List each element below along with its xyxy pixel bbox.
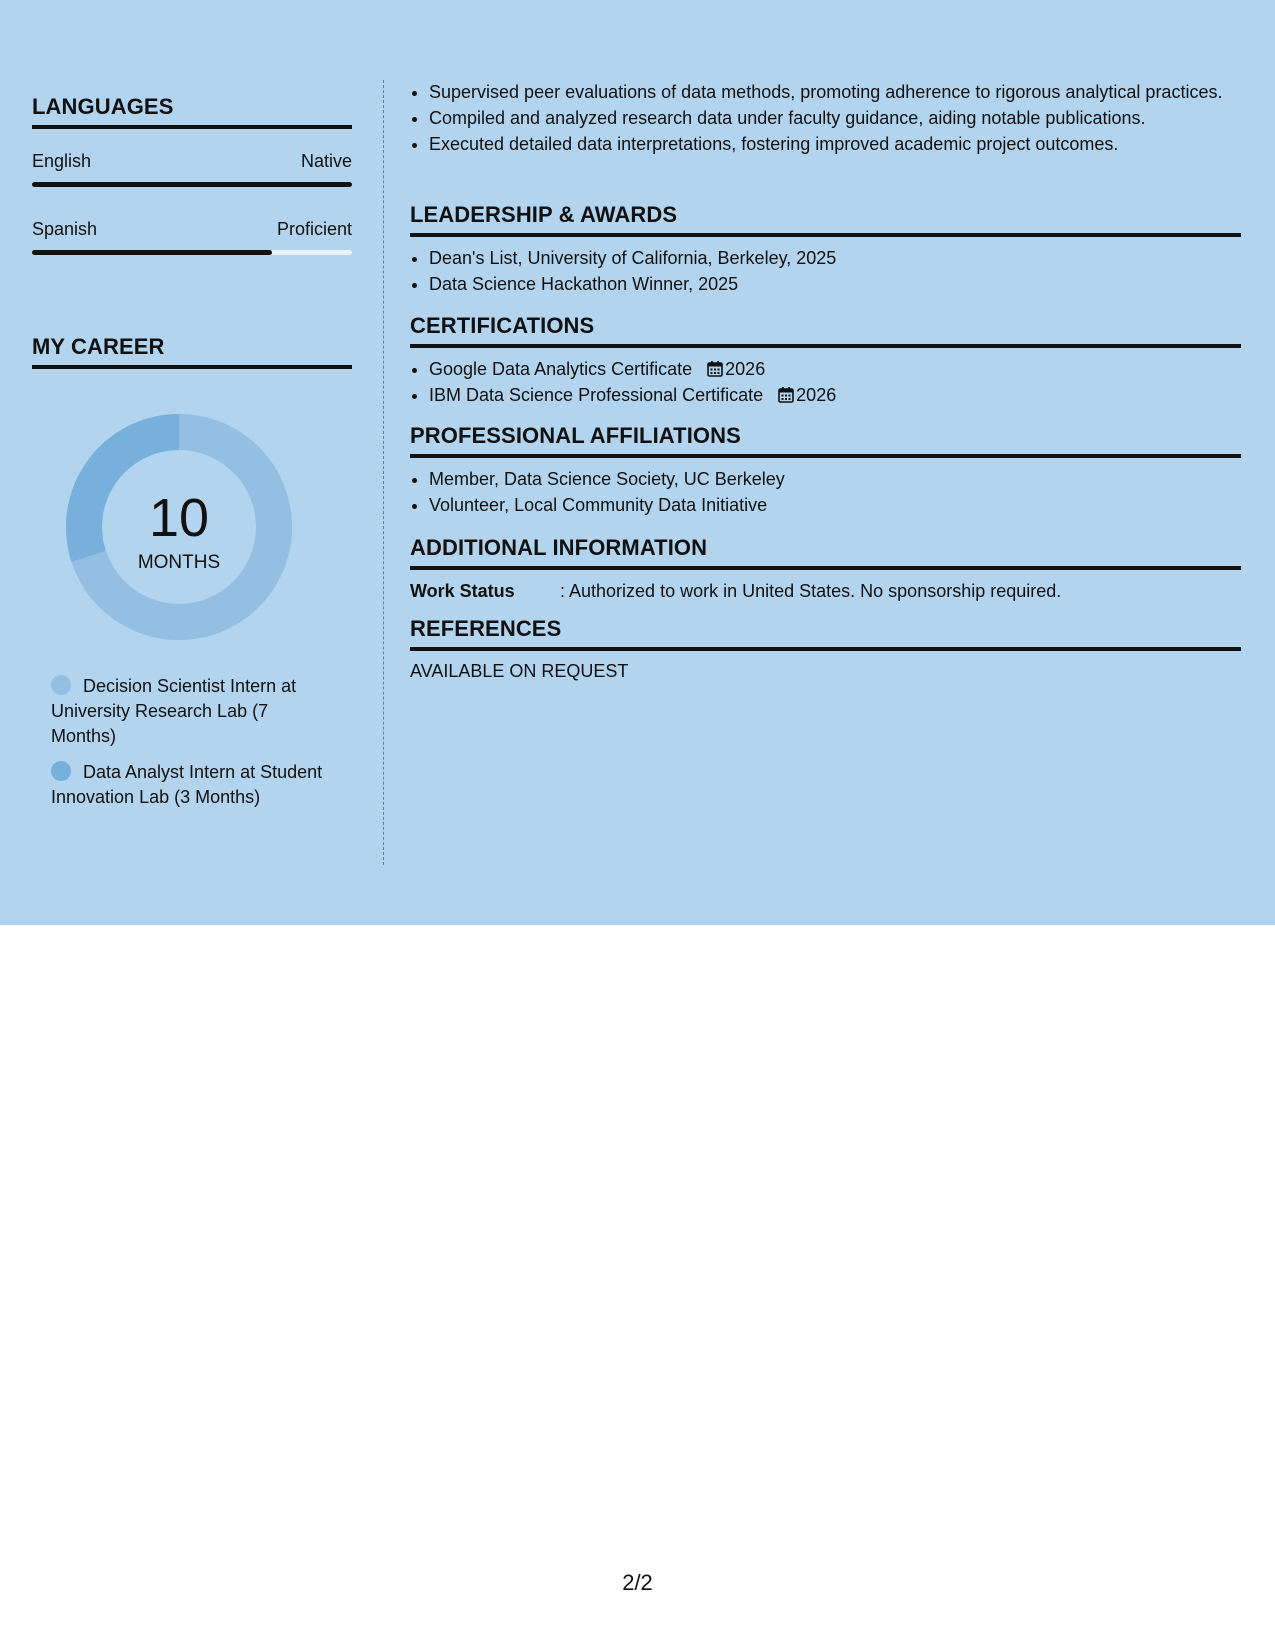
certification-year: 2026 xyxy=(725,359,766,379)
languages-section xyxy=(32,94,352,255)
work-status-label: Work Status xyxy=(410,581,515,601)
awards-title: LEADERSHIP & AWARDS xyxy=(410,202,1241,237)
certification-item xyxy=(429,382,1241,408)
language-proficiency-bar xyxy=(32,182,352,187)
language-name: English xyxy=(32,151,92,171)
certification-name: Google Data Analytics Certificate xyxy=(429,359,693,379)
experience-bullets xyxy=(410,79,1229,157)
awards-section xyxy=(410,202,1241,297)
calendar-icon xyxy=(707,360,723,377)
language-proficiency-bar xyxy=(32,250,352,255)
languages-title: LANGUAGES xyxy=(32,94,352,129)
legend-label: Data Analyst Intern at Student Innovation Lab (3 Months) xyxy=(51,762,323,807)
language-item-english xyxy=(32,151,352,187)
experience-bullet: • Compiled and analyzed research data under faculty guidance, aiding notable publications. xyxy=(429,105,1229,131)
legend-label: Decision Scientist Intern at University Research Lab (7 Months) xyxy=(51,676,297,746)
work-status-row xyxy=(410,578,1241,604)
certification-year: 2026 xyxy=(796,385,837,405)
career-donut-chart xyxy=(66,414,292,640)
language-proficiency-fill xyxy=(32,182,352,187)
work-status-value: : Authorized to work in United States. No sponsorship required. xyxy=(560,581,1062,601)
language-item-spanish xyxy=(32,219,352,255)
calendar-icon xyxy=(778,386,794,403)
language-level: Native xyxy=(300,151,352,171)
experience-bullet: • Supervised peer evaluations of data methods, promoting adherence to rigorous analytical practices. xyxy=(429,79,1229,105)
certification-name: IBM Data Science Professional Certificate xyxy=(429,385,764,405)
award-item: • Data Science Hackathon Winner, 2025 xyxy=(429,271,1241,297)
column-divider xyxy=(383,80,384,865)
affiliation-item: • Member, Data Science Society, UC Berkeley xyxy=(429,466,1241,492)
references-text: AVAILABLE ON REQUEST xyxy=(410,661,629,681)
language-name: Spanish xyxy=(32,219,98,239)
language-proficiency-fill xyxy=(32,250,272,255)
legend-item xyxy=(32,674,332,749)
certification-item xyxy=(429,356,1241,382)
certifications-section xyxy=(410,313,1241,408)
career-total-value: 10 xyxy=(148,488,210,548)
additional-info-section xyxy=(410,535,1241,604)
page-number: 2/2 xyxy=(622,1570,653,1595)
career-title: MY CAREER xyxy=(32,334,352,369)
experience-bullet: • Executed detailed data interpretations, fostering improved academic project outcomes. xyxy=(429,131,1229,157)
certifications-title: CERTIFICATIONS xyxy=(410,313,1241,348)
references-title: REFERENCES xyxy=(410,616,1241,651)
references-section xyxy=(410,616,1241,682)
career-total-unit: MONTHS xyxy=(137,552,221,573)
legend-dot xyxy=(51,761,71,781)
affiliations-section xyxy=(410,423,1241,518)
additional-info-title: ADDITIONAL INFORMATION xyxy=(410,535,1241,570)
affiliation-item: • Volunteer, Local Community Data Initiative xyxy=(429,492,1241,518)
career-section xyxy=(32,334,352,369)
language-level: Proficient xyxy=(276,219,352,239)
award-item: • Dean's List, University of California, Berkeley, 2025 xyxy=(429,245,1241,271)
legend-dot xyxy=(51,675,71,695)
legend-item xyxy=(32,760,332,810)
affiliations-title: PROFESSIONAL AFFILIATIONS xyxy=(410,423,1241,458)
career-legend xyxy=(32,674,332,810)
